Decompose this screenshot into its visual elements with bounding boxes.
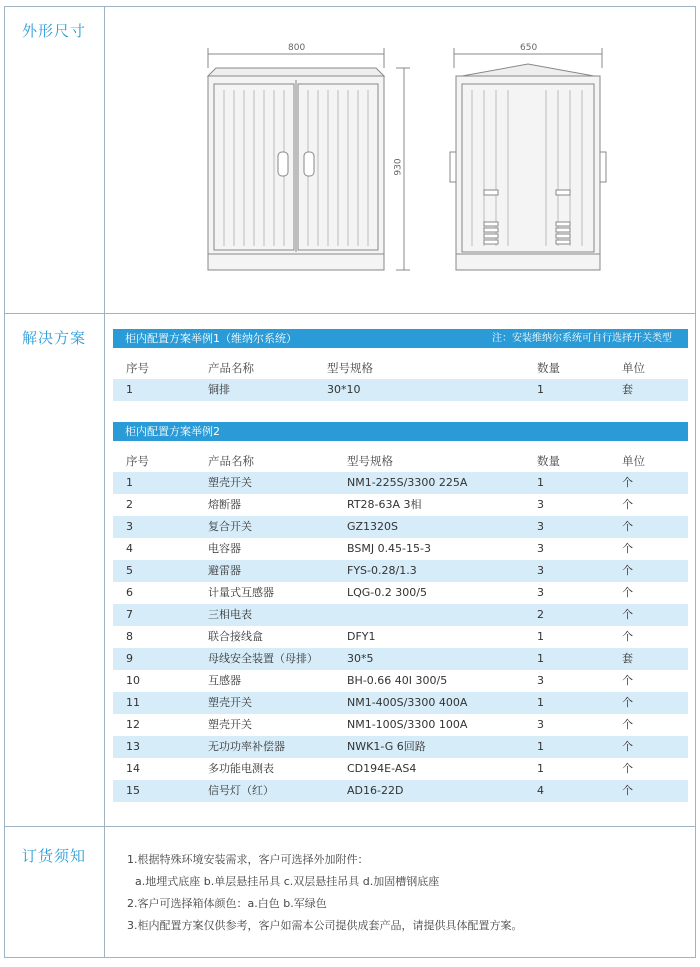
table-row: 7 三相电表 2 个 [113,604,688,626]
cabinet-diagram [200,40,620,285]
table-row: 9 母线安全装置（母排） 30*5 1 套 [113,648,688,670]
example2-title: 柜内配置方案举例2 [125,425,220,438]
example1-header-bar [113,329,688,348]
table-row: 1 铜排 30*10 1 套 [113,379,688,401]
table-row: 12 塑壳开关 NM1-100S/3300 100A 3 个 [126,718,633,731]
table-row: 4 电容器 BSMJ 0.45-15-3 3 个 [126,542,633,555]
section-title-ordering: 订货须知 [22,847,87,865]
table-row: 5 避雷器 FYS-0.28/1.3 3 个 [113,560,688,582]
note-1: 1.根据特殊环境安装需求，客户可选择外加附件： [127,853,369,866]
table-row: 13 无功功率补偿器 NWK1-G 6回路 1 个 [113,736,688,758]
note-1-options: a.地埋式底座 b.单层悬挂吊具 c.双层悬挂吊具 d.加固槽钢底座 [135,875,440,888]
front-width-label: 800 [288,43,306,53]
height-label: 930 [393,158,404,176]
example2-table-header: 序号 产品名称 型号规格 数量 单位 [126,454,645,468]
table-row: 6 计量式互感器 LQG-0.2 300/5 3 个 [126,586,633,599]
section-divider [4,313,696,314]
example1-note: 注：安装维纳尔系统可自行选择开关类型 [492,333,672,344]
section-title-dimensions: 外形尺寸 [22,22,87,40]
section-divider [4,826,696,827]
table-row: 2 熔断器 RT28-63A 3相 3 个 [126,498,633,511]
table-row: 14 多功能电测表 CD194E-AS4 1 个 [126,762,633,775]
table-row: 10 互感器 BH-0.66 40I 300/5 3 个 [126,674,633,687]
note-3: 3.柜内配置方案仅供参考，客户如需本公司提供成套产品，请提供具体配置方案。 [127,919,523,932]
side-width-label: 650 [520,43,538,53]
table-row: 11 塑壳开关 NM1-400S/3300 400A 1 个 [113,692,688,714]
example1-table-header: 序号 产品名称 型号规格 数量 单位 [126,361,645,375]
section-title-solution: 解决方案 [22,329,87,347]
note-2: 2.客户可选择箱体颜色：a.白色 b.军绿色 [127,897,327,910]
table-row: 1 塑壳开关 NM1-225S/3300 225A 1 个 [113,472,688,494]
column-divider [104,6,105,958]
table-row: 3 复合开关 GZ1320S 3 个 [113,516,688,538]
example2-header-bar [113,422,688,441]
table-row: 8 联合接线盒 DFY1 1 个 [126,630,633,643]
example1-title: 柜内配置方案举例1（维纳尔系统） [125,332,297,345]
table-row: 15 信号灯（红） AD16-22D 4 个 [113,780,688,802]
